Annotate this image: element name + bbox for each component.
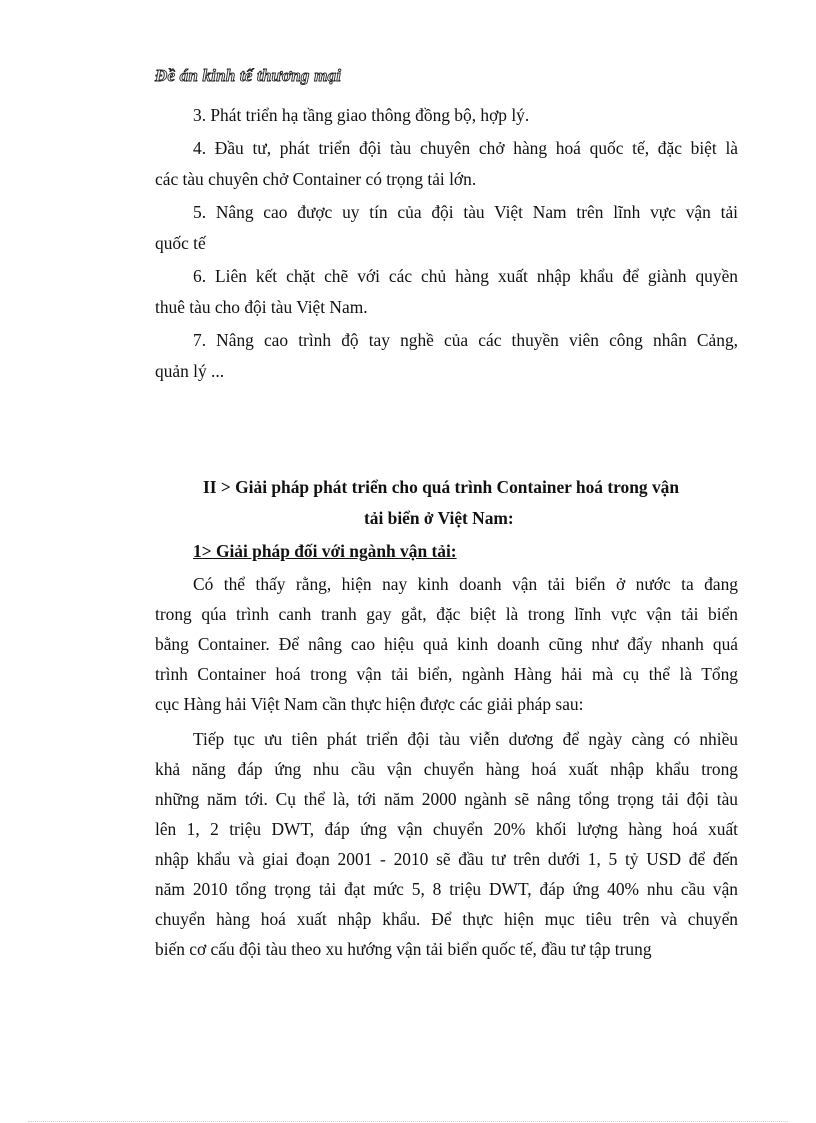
- paragraph-2-line-3: những năm tới. Cụ thể là, tới năm 2000 ngành sẽ nâng tổng trọng tải đội tàu: [155, 789, 738, 809]
- list-item-5-line-2: quốc tế: [155, 233, 206, 253]
- list-item-4-line-2: các tàu chuyên chở Container có trọng tải lớn.: [155, 169, 477, 189]
- list-item-6-line-1: 6. Liên kết chặt chẽ với các chủ hàng xuất nhập khẩu để giành quyền: [193, 266, 738, 286]
- paragraph-2-line-1: Tiếp tục ưu tiên phát triển đội tàu viễn dương để ngày càng có nhiều: [193, 729, 738, 749]
- paragraph-1-line-1: Có thể thấy rằng, hiện nay kinh doanh vận tải biển ở nước ta đang: [193, 574, 738, 594]
- paragraph-1-line-3: bằng Container. Để nâng cao hiệu quả kinh doanh cũng như đẩy nhanh quá: [155, 634, 738, 654]
- list-item-3: 3. Phát triển hạ tầng giao thông đồng bộ, hợp lý.: [193, 105, 530, 125]
- list-item-6-line-2: thuê tàu cho đội tàu Việt Nam.: [155, 297, 368, 317]
- list-item-7-line-2: quản lý ...: [155, 361, 225, 381]
- page-header: Đề án kinh tế thương mại: [155, 66, 342, 85]
- list-item-7-line-1: 7. Nâng cao trình độ tay nghề của các thuyền viên công nhân Cảng,: [193, 330, 738, 350]
- paragraph-2-line-5: nhập khẩu và giai đoạn 2001 - 2010 sẽ đầu tư trên dưới 1, 5 tỷ USD để đến: [155, 849, 738, 869]
- section-subtitle: 1> Giải pháp đối với ngành vận tải:: [193, 541, 457, 561]
- paragraph-1-line-2: trong qúa trình canh tranh gay gắt, đặc biệt là trong lĩnh vực vận tải biển: [155, 604, 738, 624]
- paragraph-2-line-6: năm 2010 tổng trọng tải đạt mức 5, 8 triệu DWT, đáp ứng 40% nhu cầu vận: [155, 879, 738, 899]
- paragraph-2-line-4: lên 1, 2 triệu DWT, đáp ứng vận chuyển 20% khối lượng hàng hoá xuất: [155, 819, 738, 839]
- section-title-line-2: tải biển ở Việt Nam:: [364, 508, 514, 528]
- list-item-5-line-1: 5. Nâng cao được uy tín của đội tàu Việt Nam trên lĩnh vực vận tải: [193, 202, 738, 222]
- list-item-4-line-1: 4. Đầu tư, phát triển đội tàu chuyên chở hàng hoá quốc tế, đặc biệt là: [193, 138, 738, 158]
- paragraph-2-line-8: biến cơ cấu đội tàu theo xu hướng vận tải biển quốc tế, đầu tư tập trung: [155, 939, 652, 959]
- paragraph-2-line-7: chuyển hàng hoá xuất nhập khẩu. Để thực hiện mục tiêu trên và chuyển: [155, 909, 738, 929]
- paragraph-1-line-4: trình Container hoá trong vận tải biển, ngành Hàng hải mà cụ thể là Tổng: [155, 664, 738, 684]
- paragraph-1-line-5: cục Hàng hải Việt Nam cần thực hiện được các giải pháp sau:: [155, 694, 584, 714]
- section-title-line-1: II > Giải pháp phát triển cho quá trình Container hoá trong vận: [203, 477, 680, 497]
- page-footer-rule: [28, 1121, 788, 1122]
- paragraph-2-line-2: khả năng đáp ứng nhu cầu vận chuyển hàng hoá xuất nhập khẩu trong: [155, 759, 738, 779]
